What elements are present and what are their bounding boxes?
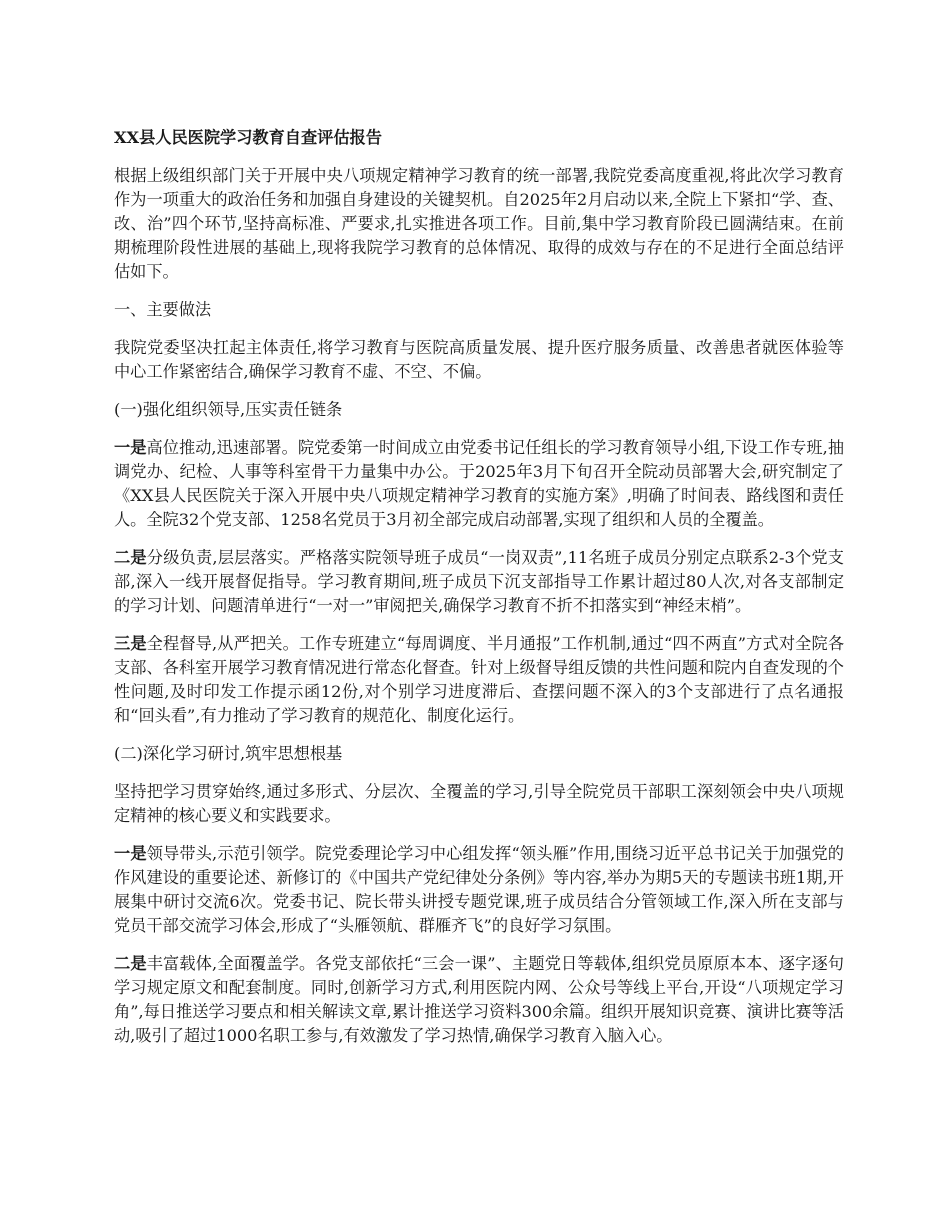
- paragraph-text: 高位推动,迅速部署。院党委第一时间成立由党委书记任组长的学习教育领导小组,下设工作专班,抽调党办、纪检、人事等科室骨干力量集中办公。于2025年3月下旬召开全院动员部署大会,研究制定了《XX县人民医院关于深入开展中央八项规定精神学习教育的实施方案》,明确了时间表、路线图和责任人。全院32个党支部、1258名党员于3月初全部完成启动部署,实现了组织和人员的全覆盖。: [114, 438, 845, 529]
- section-intro-paragraph: 我院党委坚决扛起主体责任,将学习教育与医院高质量发展、提升医疗服务质量、改善患者就医体验等中心工作紧密结合,确保学习教育不虚、不空、不偏。: [114, 338, 844, 381]
- paragraph-text: 分级负责,层层落实。严格落实院领导班子成员“一岗双责”,11名班子成员分别定点联系2-3个党支部,深入一线开展督促指导。学习教育期间,班子成员下沉支部指导工作累计超过80人次,对各支部制定的学习计划、问题清单进行“一对一”审阅把关,确保学习教育不折不扣落实到“神经末梢”。: [114, 548, 845, 615]
- paragraph-text: 领导带头,示范引领学。院党委理论学习中心组发挥“领头雁”作用,围绕习近平总书记关于加强党的作风建设的重要论述、新修订的《中国共产党纪律处分条例》等内容,举办为期5天的专题读书班1期,开展集中研讨交流6次。党委书记、院长带头讲授专题党课,班子成员结合分管领域工作,深入所在支部与党员干部交流学习体会,形成了“头雁领航、群雁齐飞”的良好学习氛围。: [114, 844, 844, 935]
- paragraph-item-4: [114, 842, 844, 938]
- paragraph-lead: 三是: [114, 634, 147, 653]
- document-title: XX县人民医院学习教育自查评估报告: [114, 128, 382, 147]
- paragraph-item-5: [114, 952, 844, 1048]
- paragraph-lead: 二是: [114, 954, 147, 973]
- subsection-intro-paragraph: 坚持把学习贯穿始终,通过多形式、分层次、全覆盖的学习,引导全院党员干部职工深刻领会中央八项规定精神的核心要义和实践要求。: [114, 782, 844, 825]
- paragraph-lead: 一是: [114, 844, 147, 863]
- section-heading-main-practices: 一、主要做法: [114, 300, 212, 319]
- paragraph-lead: 一是: [114, 438, 147, 457]
- paragraph-text: 丰富载体,全面覆盖学。各党支部依托“三会一课”、主题党日等载体,组织党员原原本本、逐字逐句学习规定原文和配套制度。同时,创新学习方式,利用医院内网、公众号等线上平台,开设“八项规定学习角”,每日推送学习要点和相关解读文章,累计推送学习资料300余篇。组织开展知识竞赛、演讲比赛等活动,吸引了超过1000名职工参与,有效激发了学习热情,确保学习教育入脑入心。: [114, 954, 844, 1045]
- paragraph-item-2: [114, 546, 844, 618]
- document-page: [114, 126, 844, 1062]
- subsection-heading-organization: (一)强化组织领导,压实责任链条: [114, 400, 343, 419]
- paragraph-text: 全程督导,从严把关。工作专班建立“每周调度、半月通报”工作机制,通过“四不两直”方式对全院各支部、各科室开展学习教育情况进行常态化督查。针对上级督导组反馈的共性问题和院内自查发现的个性问题,及时印发工作提示函12份,对个别学习进度滞后、查摆问题不深入的3个支部进行了点名通报和“回头看”,有力推动了学习教育的规范化、制度化运行。: [114, 634, 845, 725]
- subsection-heading-study: (二)深化学习研讨,筑牢思想根基: [114, 744, 343, 763]
- paragraph-item-3: [114, 632, 844, 728]
- intro-paragraph: 根据上级组织部门关于开展中央八项规定精神学习教育的统一部署,我院党委高度重视,将此次学习教育作为一项重大的政治任务和加强自身建设的关键契机。自2025年2月启动以来,全院上下紧扣“学、查、改、治”四个环节,坚持高标准、严要求,扎实推进各项工作。目前,集中学习教育阶段已圆满结束。在前期梳理阶段性进展的基础上,现将我院学习教育的总体情况、取得的成效与存在的不足进行全面总结评估如下。: [114, 166, 844, 281]
- paragraph-lead: 二是: [114, 548, 147, 567]
- paragraph-item-1: [114, 436, 844, 532]
